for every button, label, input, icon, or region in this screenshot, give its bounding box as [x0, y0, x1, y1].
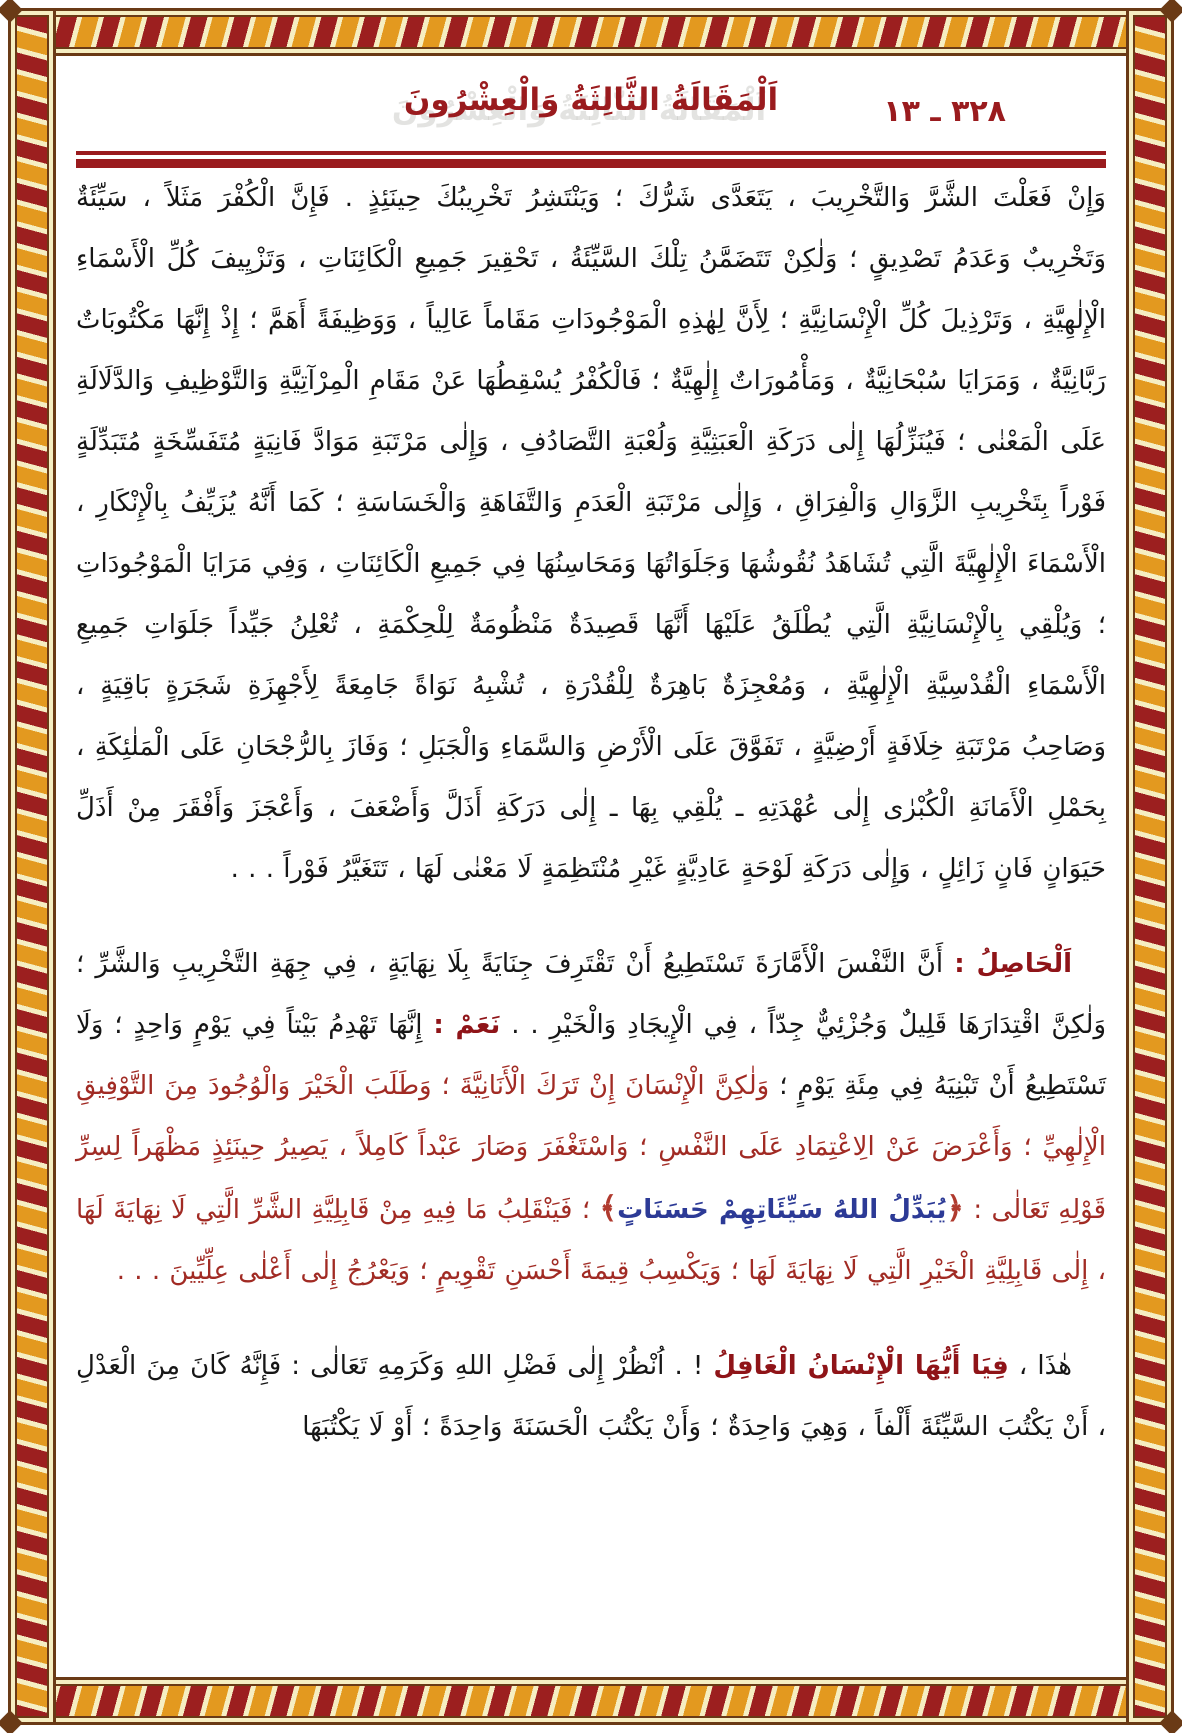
paragraph-3-black-1: هٰذَا ، — [1018, 1351, 1072, 1381]
paragraph-3 — [76, 1336, 1106, 1458]
page-header — [76, 80, 1106, 168]
ornamental-border-right — [1126, 8, 1174, 1725]
paragraph-1 — [76, 168, 1106, 900]
divider-thin-rule — [76, 151, 1106, 155]
quran-bracket-close-icon: ﴾ — [599, 1191, 618, 1226]
header-divider — [76, 151, 1106, 168]
quran-bracket-open-icon: ﴿ — [946, 1191, 964, 1226]
paragraph-1-text: وَإِنْ فَعَلْتَ الشَّرَّ وَالتَّخْرِيبَ ، يَتَعَدَّى شَرُّكَ ؛ وَيَنْتَشِرُ تَخْرِيبُكَ حِينَئِذٍ . فَإِنَّ الْكُفْرَ مَثَلاً ، سَيِّئَةٌ وَتَخْرِيبٌ وَعَدَمُ تَصْدِيقٍ ؛ وَلٰكِنْ تَتَضَمَّنُ تِلْكَ السَّيِّئَةُ ، تَحْقِيرَ جَمِيعِ الْكَائِنَاتِ ، وَتَزْيِيفَ كُلِّ الْأَسْمَاءِ الْإِلٰهِيَّةِ ، وَتَرْذِيلَ كُلِّ الْإِنْسَانِيَّةِ ؛ لِأَنَّ لِهٰذِهِ الْمَوْجُودَاتِ مَقَاماً عَالِياً ، وَوَظِيفَةً أَهَمَّ ؛ إِذْ إِنَّهَا مَكْتُوبَاتٌ رَبَّانِيَّةٌ ، وَمَرَايَا سُبْحَانِيَّةٌ ، وَمَأْمُورَاتٌ إِلٰهِيَّةٌ ؛ فَالْكُفْرُ يُسْقِطُهَا عَنْ مَقَامِ الْمِرْآتِيَّةِ وَالتَّوْظِيفِ وَالدَّلَالَةِ عَلَى الْمَعْنٰى ؛ فَيُنَزِّلُهَا إِلٰى دَرَكَةِ الْعَبَثِيَّةِ وَلُعْبَةِ التَّصَادُفِ ، وَإِلٰى مَرْتَبَةِ مَوَادَّ فَانِيَةٍ مُتَفَسِّخَةٍ مُتَبَدِّلَةٍ فَوْراً بِتَخْرِيبِ الزَّوَالِ وَالْفِرَاقِ ، وَإِلٰى مَرْتَبَةِ الْعَدَمِ وَالتَّفَاهَةِ وَالْخَسَاسَةِ ؛ كَمَا أَنَّهُ يُزَيِّفُ بِالْإِنْكَارِ ، الْأَسْمَاءَ الْإِلٰهِيَّةَ الَّتِي تُشَاهَدُ نُقُوشُهَا وَجَلَوَاتُهَا وَمَحَاسِنُهَا فِي جَمِيعِ الْكَائِنَاتِ ، وَفِي مَرَايَا الْمَوْجُودَاتِ ؛ وَيُلْقِي بِالْإِنْسَانِيَّةِ الَّتِي يُطْلَقُ عَلَيْهَا أَنَّهَا قَصِيدَةٌ مَنْظُومَةٌ لِلْحِكْمَةِ ، تُعْلِنُ جَيِّداً جَلَوَاتِ جَمِيعِ الْأَسْمَاءِ الْقُدْسِيَّةِ الْإِلٰهِيَّةِ ، وَمُعْجِزَةٌ بَاهِرَةٌ لِلْقُدْرَةِ ، تُشْبِهُ نَوَاةً جَامِعَةً لِأَجْهِزَةِ شَجَرَةٍ بَاقِيَةٍ ، وَصَاحِبُ مَرْتَبَةِ خِلَافَةٍ أَرْضِيَّةٍ ، تَفَوَّقَ عَلَى الْأَرْضِ وَالسَّمَاءِ وَالْجَبَلِ ؛ وَفَازَ بِالرُّجْحَانِ عَلَى الْمَلٰئِكَةِ ، بِحَمْلِ الْأَمَانَةِ الْكُبْرٰى إِلٰى عُهْدَتِهِ ـ يُلْقِي بِهَا ـ إِلٰى دَرَكَةِ أَذَلَّ وَأَضْعَفَ ، وَأَعْجَزَ وَأَفْقَرَ مِنْ أَذَلِّ حَيَوَانٍ فَانٍ زَائِلٍ ، وَإِلٰى دَرَكَةِ لَوْحَةٍ عَادِيَّةٍ غَيْرِ مُنْتَظِمَةٍ لَا مَعْنٰى لَهَا ، تَتَغَيَّرُ فَوْراً . . . — [76, 183, 1106, 884]
vocative-phrase: فِيَا أَيُّهَا الْإِنْسَانُ الْغَافِلُ — [713, 1351, 1009, 1381]
page-title: اَلْمَقَالَةُ الثَّالِثَةُ وَالْعِشْرُونَ — [403, 82, 779, 118]
ornamental-border-bottom — [8, 1677, 1174, 1725]
divider-thick-rule — [76, 159, 1106, 168]
paragraph-2 — [76, 934, 1106, 1302]
quran-quote: يُبَدِّلُ اللهُ سَيِّئَاتِهِمْ حَسَنَاتٍ — [617, 1195, 947, 1225]
page-content — [56, 56, 1126, 1677]
paragraph-2-black-2: إِنَّهَا تَهْدِمُ بَيْتاً فِي يَوْمٍ وَاحِدٍ ؛ وَلَا تَسْتَطِيعُ أَنْ تَبْنِيَهُ فِي مِئَةِ يَوْمٍ ؛ — [76, 1010, 1107, 1101]
page-number: ٣٢٨ ـ ١٣ — [883, 94, 1006, 129]
keyword-naam: نَعَمْ : — [433, 1010, 501, 1040]
ornamental-border-left — [8, 8, 56, 1725]
keyword-alhasil: اَلْحَاصِلُ : — [954, 949, 1072, 979]
paragraph-3-black-2: ! . اُنْظُرْ إِلٰى فَضْلِ اللهِ وَكَرَمِهِ تَعَالٰى : فَإِنَّهُ كَانَ مِنَ الْعَدْلِ ، أَنْ يَكْتُبَ السَّيِّئَةَ أَلْفاً ، وَهِيَ وَاحِدَةٌ ؛ وَأَنْ يَكْتُبَ الْحَسَنَةَ وَاحِدَةً ؛ أَوْ لَا يَكْتُبَهَا — [76, 1351, 1106, 1442]
paragraph-2-red-2: ؛ فَيَنْقَلِبُ مَا فِيهِ مِنْ قَابِلِيَّةِ الشَّرِّ الَّتِي لَا نِهَايَةَ لَهَا ، إِلٰى قَابِلِيَّةِ الْخَيْرِ الَّتِي لَا نِهَايَةَ لَهَا ؛ وَيَكْسِبُ قِيمَةَ أَحْسَنِ تَقْوِيمٍ ؛ وَيَعْرُجُ إِلٰى أَعْلٰى عِلِّيِّينَ . . . — [76, 1195, 1106, 1286]
paragraph-2-black-1: أَنَّ النَّفْسَ الْأَمَّارَةَ تَسْتَطِيعُ أَنْ تَقْتَرِفَ جِنَايَةً بِلَا نِهَايَةٍ ، فِي جِهَةِ التَّخْرِيبِ وَالشَّرِّ ؛ وَلٰكِنَّ اقْتِدَارَهَا قَلِيلٌ وَجُزْئِيٌّ جِدّاً ، فِي الْإِيجَادِ وَالْخَيْرِ . . — [76, 949, 1107, 1040]
paragraph-2-red-1: وَلٰكِنَّ الْإِنْسَانَ إِنْ تَرَكَ الْأَنَانِيَّةَ ؛ وَطَلَبَ الْخَيْرَ وَالْوُجُودَ مِنَ التَّوْفِيقِ الْإِلٰهِيِّ ؛ وَأَعْرَضَ عَنْ الِاعْتِمَادِ عَلَى النَّفْسِ ؛ وَاسْتَغْفَرَ وَصَارَ عَبْداً كَامِلاً ، يَصِيرُ حِينَئِذٍ مَظْهَراً لِسِرِّ قَوْلِهِ تَعَالٰى : — [76, 1071, 1106, 1225]
ornamental-border-top — [8, 8, 1174, 56]
